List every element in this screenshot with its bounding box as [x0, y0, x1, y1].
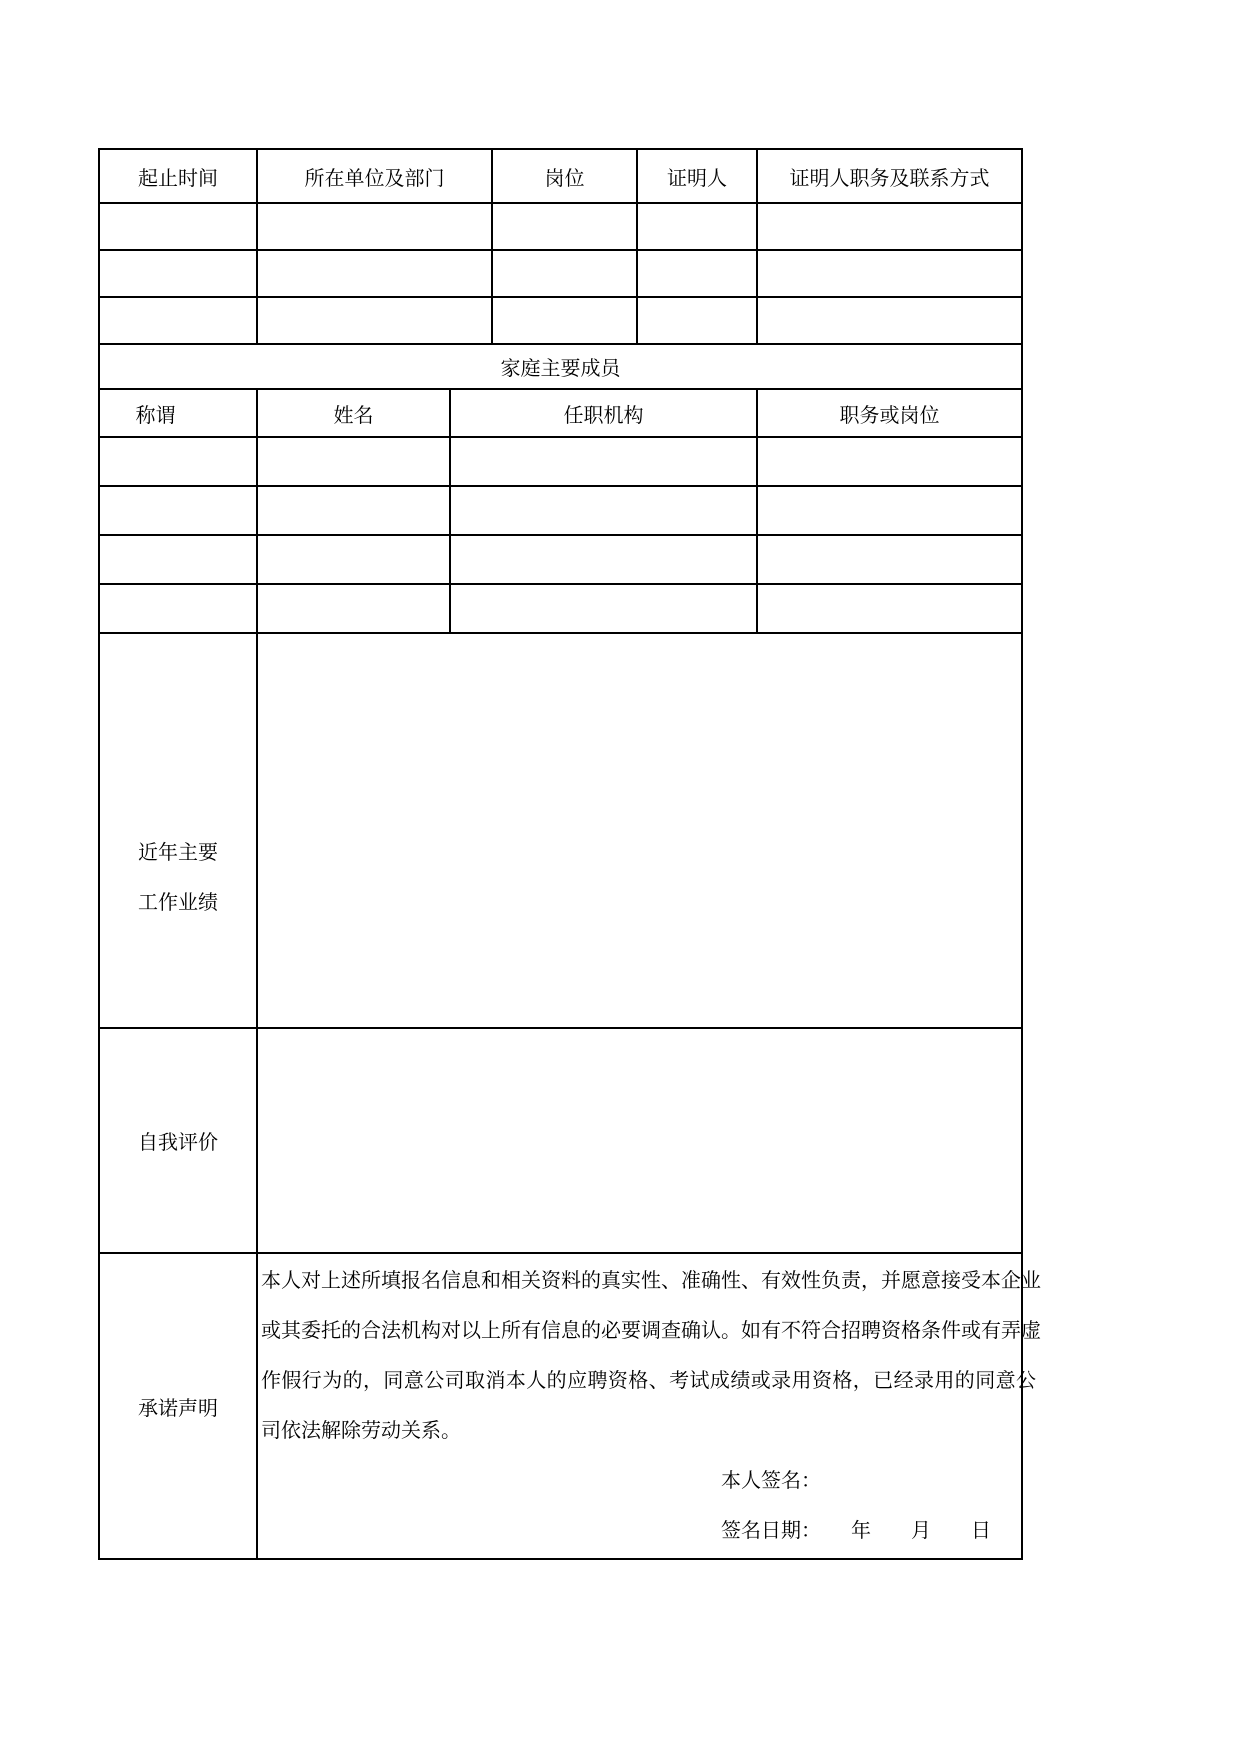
family-position-field[interactable] — [757, 486, 1022, 535]
signature-label[interactable]: 本人签名： — [721, 1470, 821, 1492]
application-form — [98, 148, 1041, 1560]
signature-block — [721, 1456, 1021, 1556]
achievements-label-text: 近年主要 工作业绩 — [138, 841, 218, 914]
work-time-range-field[interactable] — [99, 297, 257, 344]
self-evaluation-row — [99, 1028, 1022, 1253]
family-member-row — [99, 535, 1022, 584]
work-time-range-field[interactable] — [99, 203, 257, 250]
declaration-statement-line: 或其委托的合法机构对以上所有信息的必要调查确认。如有不符合招聘资格条件或有弄虚 — [261, 1320, 1041, 1342]
family-header-organization: 任职机构 — [450, 389, 757, 437]
work-header-time-range: 起止时间 — [99, 149, 257, 203]
family-name-field[interactable] — [257, 486, 450, 535]
family-section-title: 家庭主要成员 — [99, 344, 1022, 389]
family-members-table — [98, 343, 1023, 634]
family-section-title-row — [99, 344, 1022, 389]
work-unit-department-field[interactable] — [257, 250, 492, 297]
family-position-field[interactable] — [757, 584, 1022, 633]
declaration-statement — [261, 1256, 1041, 1456]
family-member-row — [99, 437, 1022, 486]
family-organization-field[interactable] — [450, 437, 757, 486]
work-unit-department-field[interactable] — [257, 203, 492, 250]
family-header-position: 职务或岗位 — [757, 389, 1022, 437]
family-relation-field[interactable] — [99, 486, 257, 535]
declaration-statement-line: 作假行为的，同意公司取消本人的应聘资格、考试成绩或录用资格，已经录用的同意公 — [261, 1370, 1036, 1392]
family-header-name: 姓名 — [257, 389, 450, 437]
work-reference-person-field[interactable] — [637, 250, 757, 297]
work-history-table — [98, 148, 1023, 345]
work-reference-contact-field[interactable] — [757, 203, 1022, 250]
family-position-field[interactable] — [757, 535, 1022, 584]
family-name-field[interactable] — [257, 584, 450, 633]
work-position-field[interactable] — [492, 203, 637, 250]
family-position-field[interactable] — [757, 437, 1022, 486]
family-organization-field[interactable] — [450, 584, 757, 633]
achievements-label — [99, 633, 257, 1028]
work-header-position: 岗位 — [492, 149, 637, 203]
family-header-row — [99, 389, 1022, 437]
work-reference-person-field[interactable] — [637, 297, 757, 344]
family-relation-field[interactable] — [99, 584, 257, 633]
work-unit-department-field[interactable] — [257, 297, 492, 344]
declaration-content-area — [257, 1253, 1041, 1559]
work-position-field[interactable] — [492, 250, 637, 297]
work-time-range-field[interactable] — [99, 250, 257, 297]
family-member-row — [99, 486, 1022, 535]
summary-sections-table — [98, 632, 1041, 1560]
declaration-statement-line: 本人对上述所填报名信息和相关资料的真实性、准确性、有效性负责，并愿意接受本企业 — [261, 1270, 1041, 1292]
work-history-row — [99, 250, 1022, 297]
work-header-reference-person: 证明人 — [637, 149, 757, 203]
declaration-statement-line: 司依法解除劳动关系。 — [261, 1420, 461, 1442]
achievements-content-area[interactable] — [257, 633, 1022, 1028]
family-name-field[interactable] — [257, 535, 450, 584]
family-member-row — [99, 584, 1022, 633]
work-position-field[interactable] — [492, 297, 637, 344]
declaration-label: 承诺声明 — [99, 1253, 257, 1559]
signature-date-label[interactable]: 签名日期： 年 月 日 — [721, 1520, 991, 1542]
family-relation-field[interactable] — [99, 437, 257, 486]
work-header-unit-department: 所在单位及部门 — [257, 149, 492, 203]
self-evaluation-label: 自我评价 — [99, 1028, 257, 1253]
declaration-row — [99, 1253, 1022, 1559]
self-evaluation-content-area[interactable] — [257, 1028, 1022, 1253]
work-header-reference-contact: 证明人职务及联系方式 — [757, 149, 1022, 203]
work-reference-person-field[interactable] — [637, 203, 757, 250]
family-organization-field[interactable] — [450, 535, 757, 584]
work-reference-contact-field[interactable] — [757, 297, 1022, 344]
family-relation-field[interactable] — [99, 535, 257, 584]
family-header-relation: 称谓 — [99, 389, 257, 437]
work-reference-contact-field[interactable] — [757, 250, 1022, 297]
work-history-row — [99, 297, 1022, 344]
family-name-field[interactable] — [257, 437, 450, 486]
family-organization-field[interactable] — [450, 486, 757, 535]
work-history-header-row — [99, 149, 1022, 203]
achievements-row — [99, 633, 1022, 1028]
work-history-row — [99, 203, 1022, 250]
